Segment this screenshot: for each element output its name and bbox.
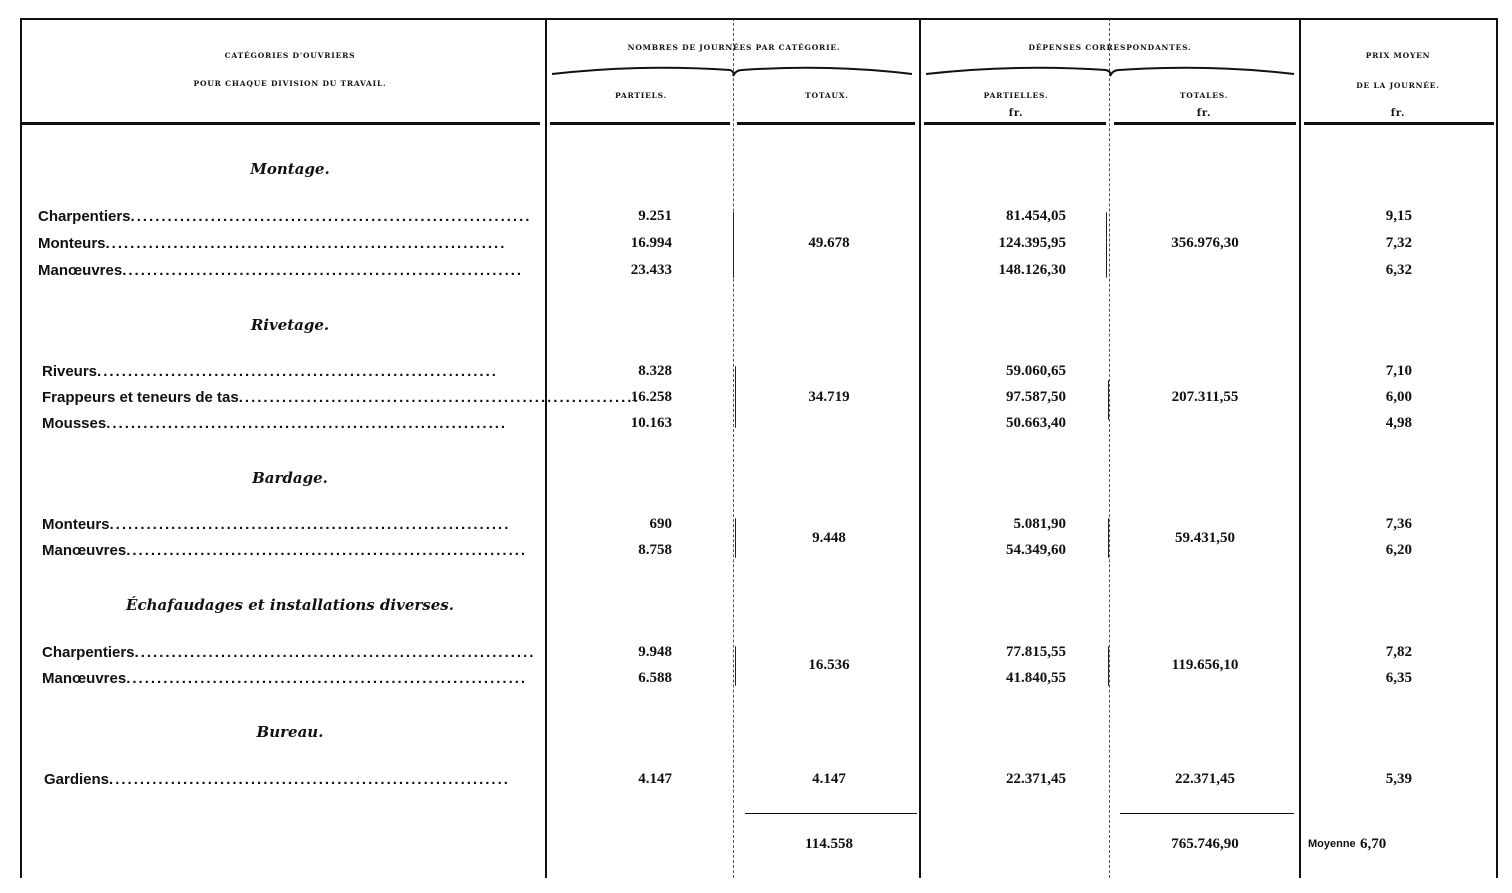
cell-depenses: 124.395,95 [998,235,1066,251]
section-title-bardage: Bardage. [252,469,328,487]
brace [1108,646,1109,686]
header-partiels: PARTIELS. [614,91,668,100]
header-prix-line2: DE LA JOURNÉE. [1356,81,1440,90]
cell-depenses: 148.126,30 [998,262,1066,278]
cell-total-depenses: 207.311,55 [1171,389,1239,405]
header-totaux: TOTAUX. [805,91,849,100]
cell-prix: 4,98 [1385,415,1412,431]
cell-total-depenses: 59.431,50 [1175,530,1235,546]
cell-depenses: 77.815,55 [1006,644,1066,660]
brace [1108,518,1109,558]
cell-journees: 6.588 [638,670,672,686]
cell-depenses: 54.349,60 [1006,542,1066,558]
header-rule [1114,122,1296,125]
cell-journees: 23.433 [630,262,672,278]
cell-total-journees: 34.719 [808,389,850,405]
header-rule [924,122,1106,125]
header-journees-group: NOMBRES DE JOURNÉES PAR CATÉGORIE. [627,43,841,52]
header-partielles: PARTIELLES. [983,91,1049,100]
header-categories-line1: CATÉGORIES D'OUVRIERS [224,51,356,60]
cell-journees: 16.258 [630,389,672,405]
table-frame [20,18,1498,878]
row-label: Riveurs................................................................. [42,363,498,380]
row-label: Monteurs................................................................. [42,516,511,533]
moyenne-label: Moyenne [1308,838,1356,850]
header-rule [20,122,540,125]
cell-journees: 10.163 [630,415,672,431]
row-label: Manœuvres................................................................. [42,670,528,687]
cell-total-depenses: 356.976,30 [1171,235,1239,251]
row-label: Charpentiers................................................................. [38,208,532,225]
section-title-bureau: Bureau. [256,723,324,741]
group-brace [924,62,1296,78]
cell-prix: 6,35 [1385,670,1412,686]
total-rule [745,813,917,814]
row-label: Mousses................................................................. [42,415,508,432]
brace [735,366,736,428]
grand-total-journees: 114.558 [805,836,853,852]
row-label: Gardiens................................................................. [44,771,510,788]
header-depenses-group: DÉPENSES CORRESPONDANTES. [1028,43,1192,52]
header-rule [550,122,730,125]
group-brace [550,62,915,78]
brace [733,212,734,278]
row-label: Charpentiers................................................................. [42,644,536,661]
cell-prix: 9,15 [1385,208,1412,224]
cell-prix: 7,10 [1385,363,1412,379]
cell-total-depenses: 119.656,10 [1171,657,1239,673]
cell-prix: 7,82 [1385,644,1412,660]
cell-depenses: 97.587,50 [1006,389,1066,405]
cell-total-journees: 49.678 [808,235,850,251]
grand-total-depenses: 765.746,90 [1171,836,1239,852]
cell-total-depenses: 22.371,45 [1175,771,1235,787]
subcolumn-divider [1109,18,1110,878]
cell-prix: 7,36 [1385,516,1412,532]
column-divider [919,18,921,878]
subcolumn-divider [733,18,734,878]
table-border-top [20,18,1498,20]
header-prix-unit: fr. [1390,108,1406,119]
cell-journees: 9.251 [638,208,672,224]
header-prix-line1: PRIX MOYEN [1365,51,1431,60]
cell-journees: 16.994 [630,235,672,251]
cell-depenses: 81.454,05 [1006,208,1066,224]
row-label: Frappeurs et teneurs de tas................................................................. [42,389,640,406]
header-categories-line2: POUR CHAQUE DIVISION DU TRAVAIL. [193,79,387,88]
section-title-echafaudages: Échafaudages et installations diverses. [126,596,454,614]
column-divider [545,18,547,878]
cell-journees: 4.147 [638,771,672,787]
cell-prix: 5,39 [1385,771,1412,787]
table-border-right [1496,18,1498,878]
table-border-left [20,18,22,878]
header-rule [1304,122,1494,125]
brace [1106,212,1107,278]
cell-total-journees: 9.448 [812,530,846,546]
cell-depenses: 59.060,65 [1006,363,1066,379]
row-label: Manœuvres................................................................. [42,542,528,559]
cell-depenses: 41.840,55 [1006,670,1066,686]
header-partielles-unit: fr. [1008,108,1024,119]
row-label: Monteurs................................................................. [38,235,507,252]
cell-depenses: 5.081,90 [1013,516,1066,532]
section-title-rivetage: Rivetage. [250,316,330,334]
cell-prix: 6,20 [1385,542,1412,558]
total-rule [1120,813,1294,814]
header-rule [737,122,915,125]
brace [1108,380,1109,420]
cell-journees: 690 [649,516,672,532]
column-divider [1299,18,1301,878]
cell-total-journees: 16.536 [808,657,850,673]
header-totales: TOTALES. [1179,91,1229,100]
moyenne-value: 6,70 [1360,836,1387,852]
cell-depenses: 22.371,45 [1006,771,1066,787]
cell-journees: 9.948 [638,644,672,660]
cell-journees: 8.328 [638,363,672,379]
cell-prix: 6,32 [1385,262,1412,278]
row-label: Manœuvres................................................................. [38,262,524,279]
cell-prix: 6,00 [1385,389,1412,405]
brace [735,518,736,558]
cell-depenses: 50.663,40 [1006,415,1066,431]
cell-prix: 7,32 [1385,235,1412,251]
brace [735,646,736,686]
header-totales-unit: fr. [1196,108,1212,119]
section-title-montage: Montage. [250,160,330,178]
cell-total-journees: 4.147 [812,771,846,787]
cell-journees: 8.758 [638,542,672,558]
